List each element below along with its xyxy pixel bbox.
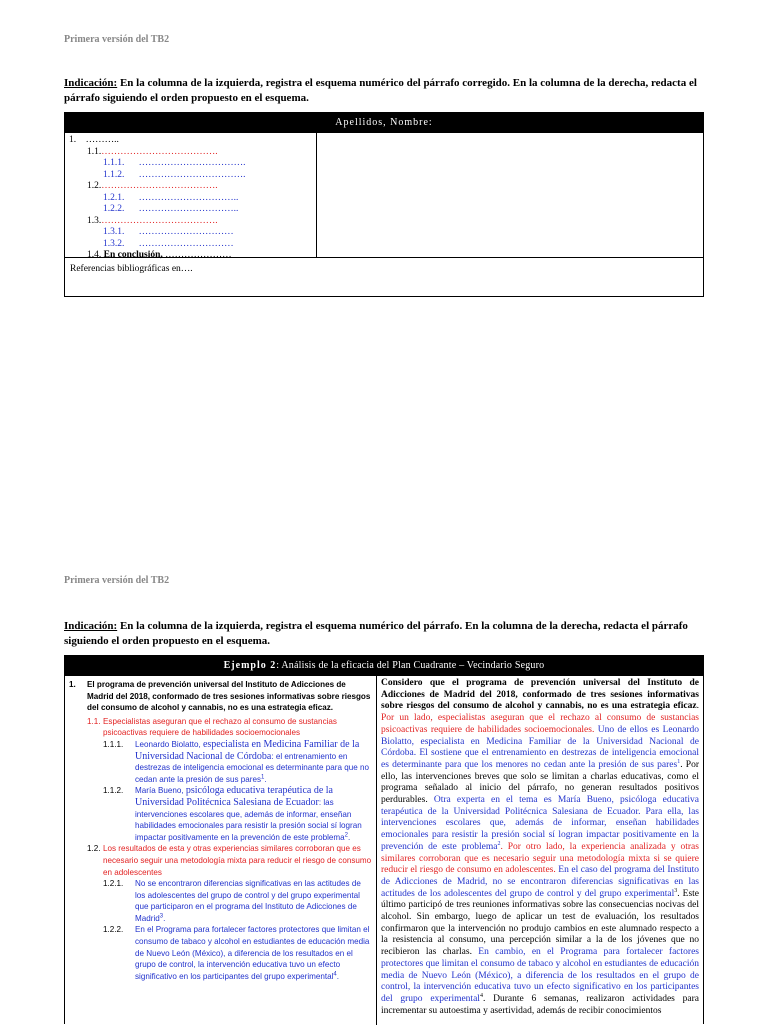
instruction-2 <box>64 619 704 649</box>
references-row[interactable]: Referencias bibliográficas en…. <box>65 257 703 293</box>
instruction-label: Indicación: <box>64 77 118 89</box>
evidence-4-sentence: En cambio, en el Programa para fortalecer factores protectores que limitan el consumo de tabaco y alcohol en estudiantes de educación media de Nuevo León (México), a diferencia de los resultados en el grupo de control, la intervención educativa tuvo un efecto significativo en los participantes del grupo experimental <box>381 947 699 1004</box>
paragraph-column[interactable] <box>317 133 703 257</box>
evidence-3-sentence: En el caso del programa del Instituto de Adicciones de Madrid, no se encontraron diferencias significativas en las actitudes de los adolescentes del grupo de control y del grupo experimental <box>381 865 699 899</box>
evidence-2-sentence: Otra experta en el tema es María Bueno, psicóloga educativa terapéutica de la Universidad Politécnica Salesiana de Ecuador. Para ella, las intervenciones escolares que, además de informar, enseñan habilidades emocionales para resistir la presión social sí logran impactar positivamente en la prevención de este problema <box>381 795 699 852</box>
page-header: Primera versión del TB2 <box>64 34 170 45</box>
item-1-1-1-number: 1.1.1. <box>103 739 124 749</box>
table-header: Apellidos, Nombre: <box>65 113 703 133</box>
item-1-1-1-text: Leonardo Biolatto, especialista en Medicina Familiar de la Universidad Nacional de Córdoba: el entrenamiento en destrezas de inteligencia emocional es determinante para que no cedan ante la presión de sus pares$^1$. <box>135 738 369 784</box>
outline-item-1: 1. ……….. <box>69 135 119 145</box>
instruction-text: En la columna de la izquierda, registra el esquema numérico del párrafo corregido. En la columna de la derecha, redacta el párrafo siguiendo el orden propuesto en el esquema. <box>64 77 697 104</box>
idea-2-sentence: . Por otro lado, la experiencia analizada y otras similares corroboran que es necesario seguir una metodología mixta si se quiere reducir el riesgo de consumo en adolescentes. <box>381 841 699 876</box>
item-1-2-text: Los resultados de esta y otras experiencias similares corroboran que es necesario seguir una metodología mixta para reducir el riesgo de consumo en adolescentes <box>103 844 372 877</box>
item-1-number: 1. <box>69 680 76 689</box>
page-header-2: Primera versión del TB2 <box>64 575 170 586</box>
outline-item-1-3-1: 1.3.1. ………………………… <box>103 227 234 237</box>
outline-column-2 <box>65 676 377 1025</box>
evidence-1-sentence: Uno de ellos es Leonardo Biolatto, especialista en Medicina Familiar de la Universidad Nacional de Córdoba. El sostiene que el entrenamiento en destrezas de inteligencia emocional es determinante para que los menores no cedan ante la presión de sus pares <box>381 724 699 770</box>
outline-item-1-3-2: 1.3.2. ………………………… <box>103 238 234 249</box>
outline-item-1-1: 1.1.………………………………. <box>87 146 218 157</box>
outline-item-1-1-1: 1.1.1. ……………………………. <box>103 158 246 168</box>
item-1-2-2-text: En el Programa para fortalecer factores protectores que limitan el consumo de tabaco y alcohol en estudiantes de educación media de Nuevo León (México), a diferencia de los resultados en el grupo de control, la intervención educativa tuvo un efecto significativo en los participantes del grupo experimental$^4$. <box>135 925 370 981</box>
commentary-1: . Por ello, las intervenciones breves que solo se limitan a charlas educativas, como el programa señalado al inicio del párrafo, no generan resultados positivos perdurables. <box>381 759 699 806</box>
outline-item-1-3: 1.3.………………………………. <box>87 215 218 226</box>
outline-table <box>64 112 704 297</box>
item-1-2-1-number: 1.2.1. <box>103 879 124 889</box>
outline-column[interactable] <box>65 133 317 260</box>
example-table-header: Ejemplo 2: Análisis de la eficacia del Plan Cuadrante – Vecindario Seguro <box>65 656 703 676</box>
outline-item-1-2-1: 1.2.1. ………………………….. <box>103 192 239 203</box>
example-table <box>64 655 704 1024</box>
item-1-text: El programa de prevención universal del Instituto de Adicciones de Madrid del 2018, conformado de tres sesiones informativas sobre riesgos del consumo de alcohol y cannabis, no es una estrategia eficaz. <box>87 680 371 713</box>
thesis-sentence: Considero que el programa de prevención universal del Instituto de Adicciones de Madrid del 2018, conformado de tres sesiones informativas sobre riesgos del consumo de alcohol y cannabis, no es una estrategia eficaz <box>381 678 699 712</box>
instruction <box>64 76 704 106</box>
idea-1-sentence: Por un lado, especialistas aseguran que el rechazo al consumo de sustancias psicoactivas requiere de habilidades socioemocionales. <box>381 713 699 735</box>
commentary-3: . Durante 6 semanas, realizaron actividades para incrementar su autoestima y asertividad, además de recibir conocimientos <box>381 993 699 1016</box>
item-1-2-number: 1.2. <box>87 844 101 854</box>
outline-item-1-4: 1.4. En conclusión, ………………… <box>87 250 232 260</box>
item-1-1-number: 1.1. <box>87 716 101 726</box>
paragraph-column-2: Considero que el programa de prevención universal del Instituto de Adicciones de Madrid del 2018, conformado de tres sesiones informativas sobre riesgos del consumo de alcohol y cannabis, no es una estrategia eficaz. Por un lado, especialistas aseguran que el rechazo al consumo de sustancias psicoactivas requiere de habilidades socioemocionales. Uno de ellos es Leonardo Biolatto, especialista en Medicina Familiar de la Universidad Nacional de Córdoba. El sostiene que el entrenamiento en destrezas de inteligencia emocional es determinante para que los menores no cedan ante la presión de sus pares$^1$. Por ello, las intervenciones breves que solo se limitan a charlas educativas, como el programa señalado al inicio del párrafo, no generan resultados positivos perdurables. Otra experta en el tema es María Bueno, psicóloga educativa terapéutica de la Universidad Politécnica Salesiana de Ecuador. Para ella, las intervenciones escolares que, además de informar, enseñan habilidades emocionales para resistir la presión social sí logran impactar positivamente en la prevención de este problema$^2$. Por otro lado, la experiencia analizada y otras similares corroboran que es necesario seguir una metodología mixta si se quiere reducir el riesgo de consumo en adolescentes. En el caso del programa del Instituto de Adicciones de Madrid, no se encontraron diferencias significativas en las actitudes de los adolescentes del grupo de control y del grupo experimental$^3$. Este último participó de tres reuniones informativas sobre las consecuencias nocivas del alcohol. Sin embargo, luego de aplicar un test de evaluación, los resultados confirmaron que la intervención no produjo cambios en este alumnado respecto a la resistencia al consumo, una percepción similar a la de los jóvenes que no recibieron las charlas. En cambio, en el Programa para fortalecer factores protectores que limitan el consumo de tabaco y alcohol en estudiantes de educación media de Nuevo León (México), a diferencia de los resultados en el grupo de control, la intervención educativa tuvo un efecto significativo en los participantes del grupo experimental$^4$. Durante 6 semanas, realizaron actividades para incrementar su autoestima y asertividad, además de recibir conocimientos <box>381 678 700 1016</box>
instruction-label-2: Indicación: <box>64 620 118 632</box>
item-1-1-2-text: María Bueno, psicóloga educativa terapéutica de la Universidad Politécnica Salesiana de Ecuador: las intervenciones escolares que, además de informar, enseñan habilidades emocionales para resistir la presión social sí logran impactar positivamente en la prevención de este problema$^2$. <box>135 785 362 842</box>
item-1-2-1-text: No se encontraron diferencias significativas en las actitudes de los adolescentes del grupo de control y del grupo experimental que participaron en el programa del Instituto de Adicciones de Madrid$^3$. <box>135 879 361 923</box>
item-1-1-2-number: 1.1.2. <box>103 786 124 796</box>
outline-item-1-1-2: 1.1.2. ……………………………. <box>103 169 246 180</box>
outline-item-1-2: 1.2.………………………………. <box>87 181 218 191</box>
item-1-2-2-number: 1.2.2. <box>103 925 124 935</box>
commentary-2: . Este último participó de tres reuniones informativas sobre las consecuencias nocivas del alcohol. Sin embargo, luego de aplicar un test de evaluación, los resultados confirmaron que la intervención no produjo cambios en este alumnado respecto a la resistencia al consumo, una percepción similar a la de los jóvenes que no recibieron las charlas. <box>381 888 700 958</box>
instruction-text-2: En la columna de la izquierda, registra el esquema numérico del párrafo. En la columna de la derecha, redacta el párrafo siguiendo el orden propuesto en el esquema. <box>64 620 688 647</box>
outline-item-1-2-2: 1.2.2. ………………………….. <box>103 204 239 214</box>
item-1-1-text: Especialistas aseguran que el rechazo al consumo de sustancias psicoactivas requiere de habilidades socioemocionales <box>103 716 337 738</box>
